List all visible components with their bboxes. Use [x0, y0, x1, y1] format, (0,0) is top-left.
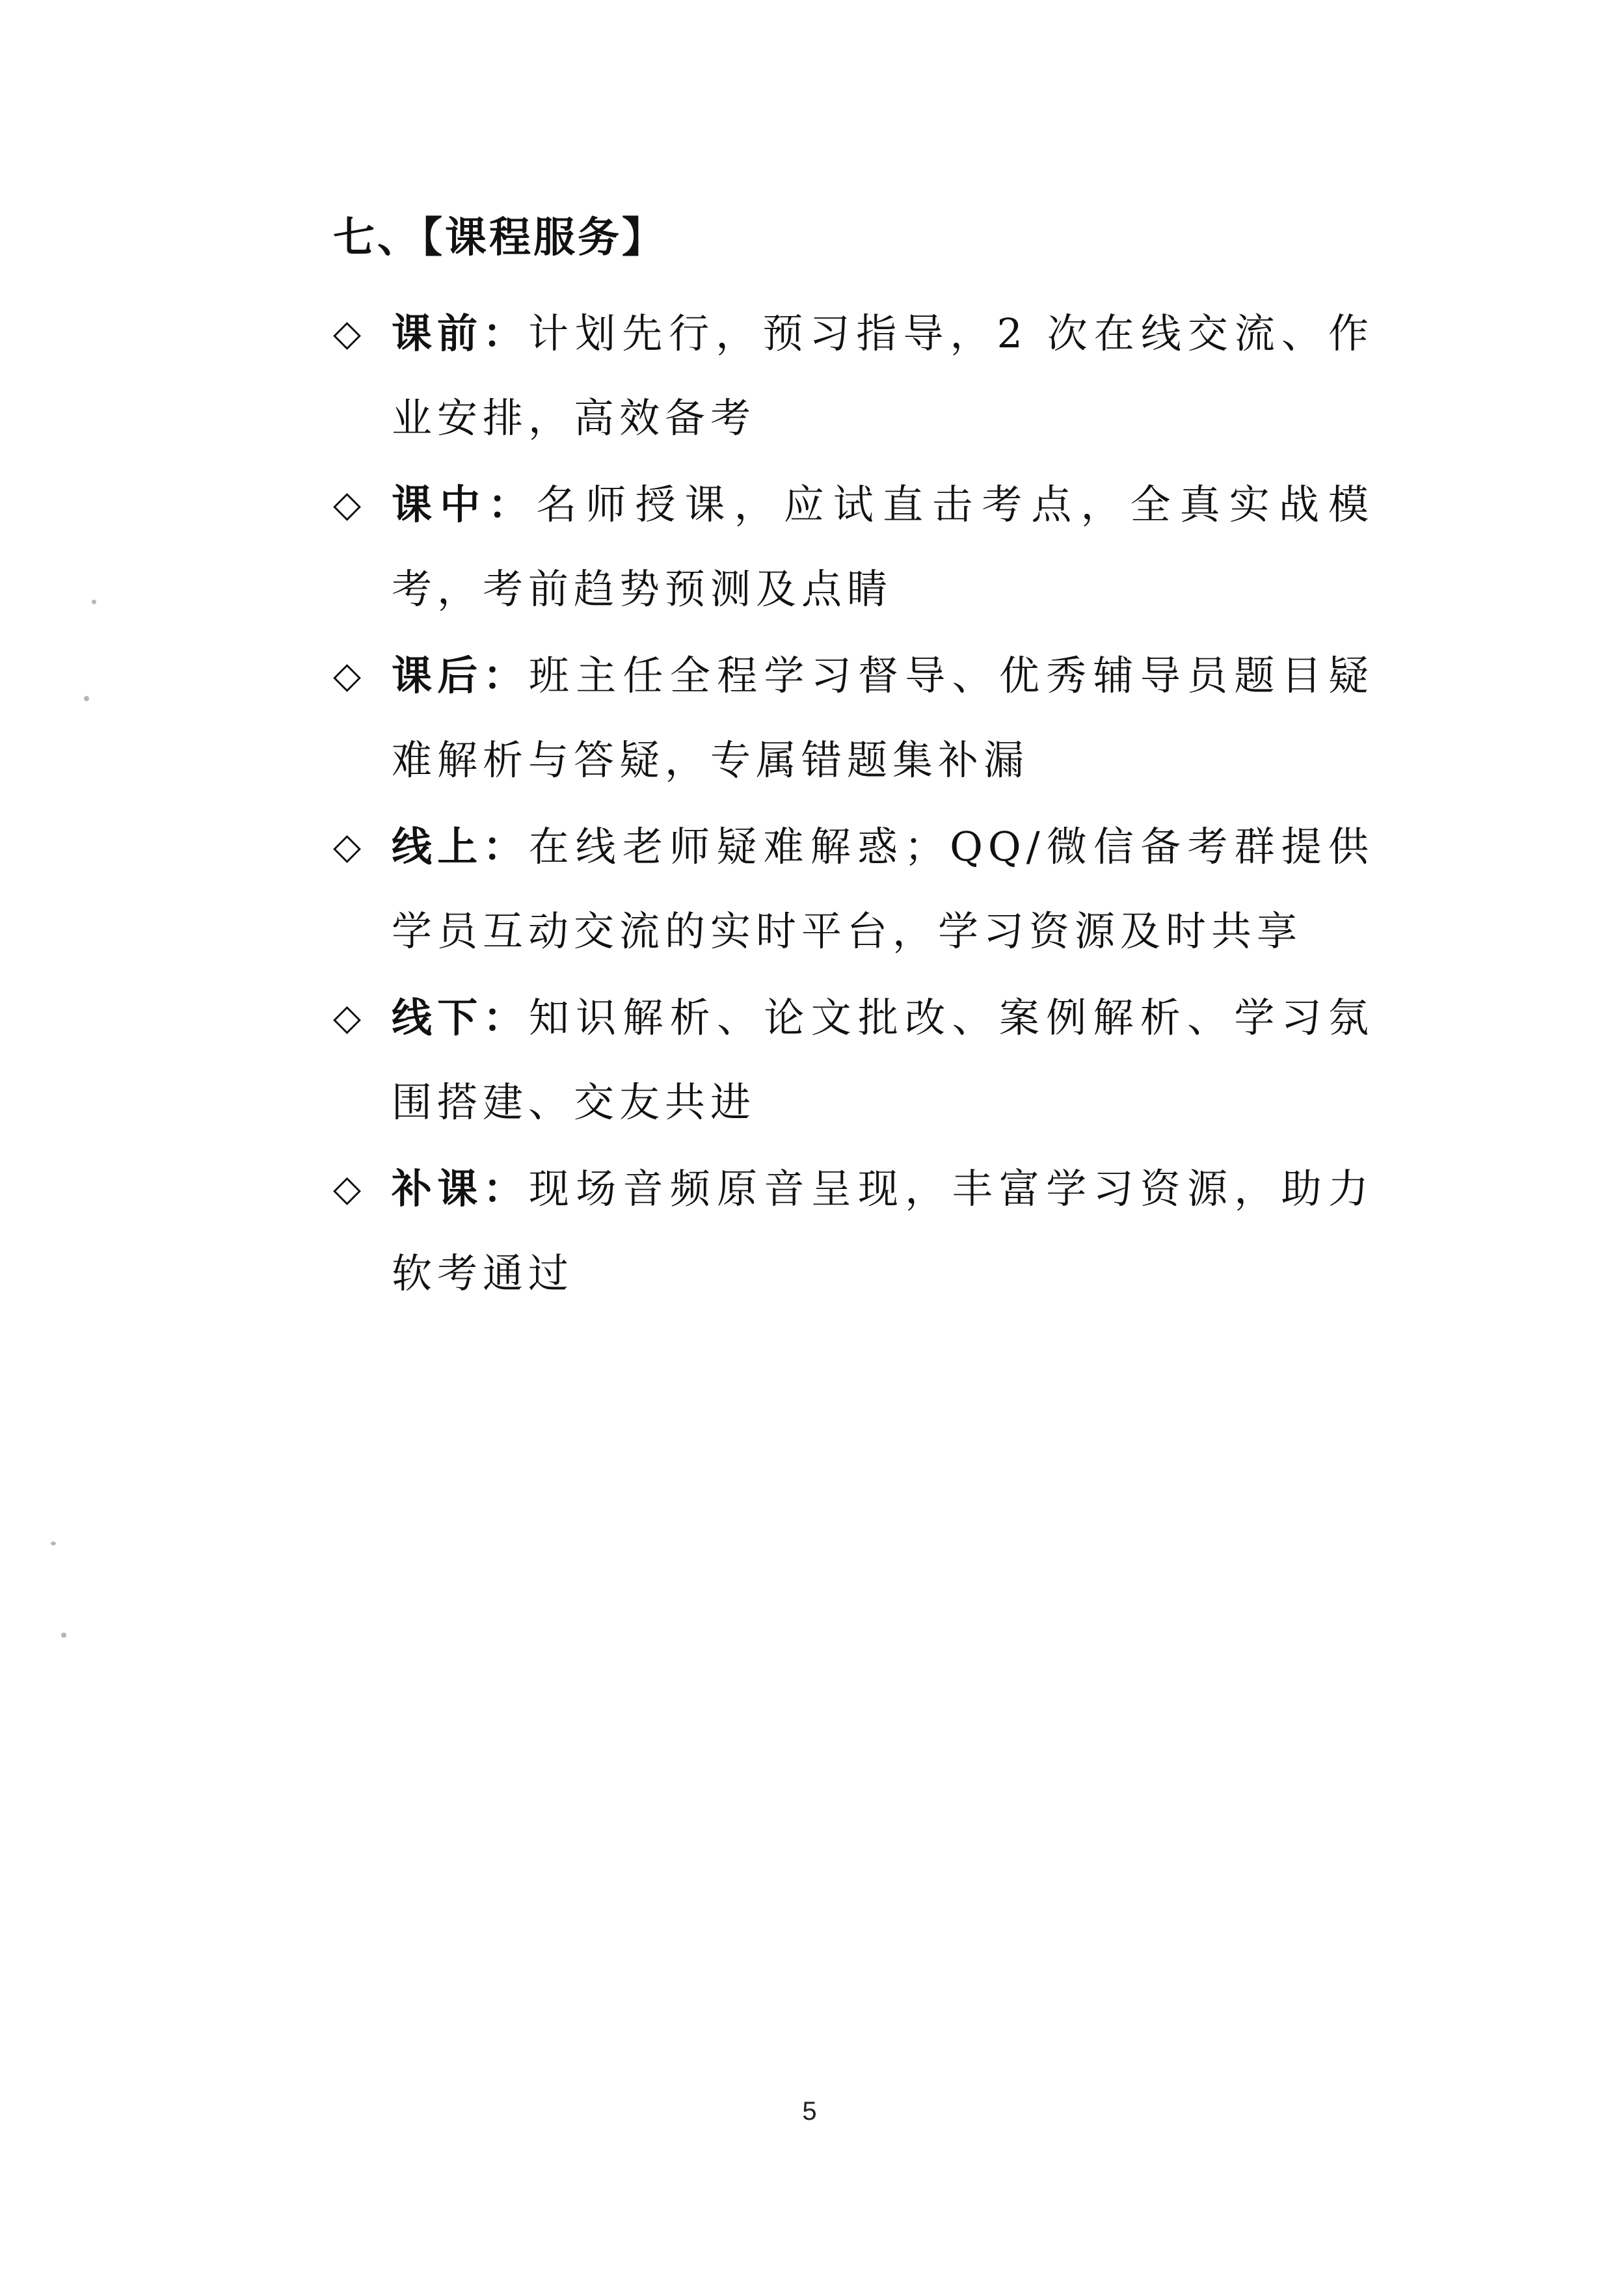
service-item-label: 线上：: [392, 823, 529, 870]
scan-speck: [84, 696, 89, 701]
service-item-text: 现场音频原音呈现，丰富学习资源，助力软考通过: [392, 1165, 1374, 1297]
diamond-bullet-icon: ◇: [333, 825, 367, 868]
service-item-after-class: [333, 634, 1374, 803]
scan-speck: [51, 1542, 56, 1545]
service-item-in-class: [333, 462, 1374, 632]
service-item-text: 计划先行，预习指导，2 次在线交流、作业安排，高效备考: [392, 310, 1374, 442]
diamond-bullet-icon: ◇: [333, 312, 367, 354]
section-heading: 七、【课程服务】: [333, 213, 666, 262]
service-item-text: 班主任全程学习督导、优秀辅导员题目疑难解析与答疑，专属错题集补漏: [392, 652, 1374, 784]
service-item-makeup-class: [333, 1147, 1374, 1316]
scan-speck: [61, 1633, 66, 1638]
scan-speck: [92, 600, 96, 604]
service-item-offline: [333, 976, 1374, 1145]
service-item-text: 名师授课，应试直击考点，全真实战模考，考前趋势预测及点睛: [392, 481, 1374, 613]
service-list: [333, 291, 1374, 1318]
diamond-bullet-icon: ◇: [333, 483, 367, 526]
service-item-text: 知识解析、论文批改、案例解析、学习氛围搭建、交友共进: [392, 994, 1374, 1126]
page-number: 5: [802, 2097, 817, 2126]
service-item-label: 课前：: [392, 310, 529, 357]
diamond-bullet-icon: ◇: [333, 654, 367, 697]
service-item-label: 课中：: [392, 481, 537, 528]
service-item-text: 在线老师疑难解惑；QQ/微信备考群提供学员互动交流的实时平台，学习资源及时共享: [392, 823, 1374, 955]
service-item-label: 线下：: [392, 994, 529, 1041]
service-item-label: 课后：: [392, 652, 529, 699]
service-item-pre-class: [333, 291, 1374, 461]
diamond-bullet-icon: ◇: [333, 996, 367, 1039]
service-item-online: [333, 805, 1374, 974]
service-item-label: 补课：: [392, 1165, 529, 1212]
diamond-bullet-icon: ◇: [333, 1168, 367, 1210]
